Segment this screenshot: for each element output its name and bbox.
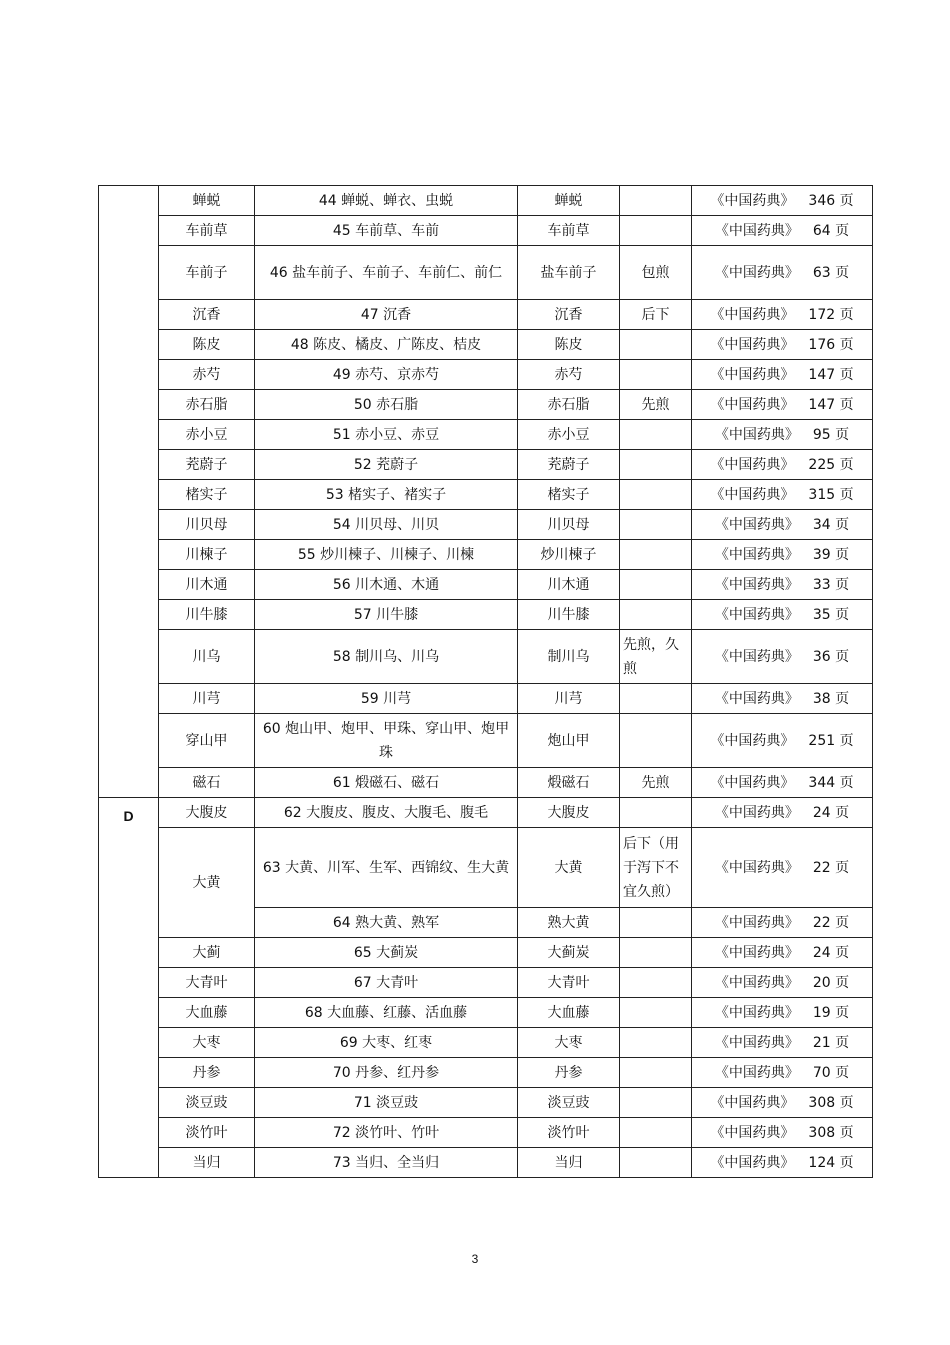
table-row	[99, 390, 873, 420]
reference-source: 《中国药典》	[714, 690, 799, 707]
table-row	[99, 600, 873, 630]
reference-cell	[692, 1088, 873, 1118]
reference-cell	[692, 390, 873, 420]
processed-name-cell: 茺蔚子	[518, 450, 620, 480]
reference-cell	[692, 216, 873, 246]
table-row	[99, 938, 873, 968]
decoction-method-cell	[620, 1118, 692, 1148]
reference-source: 《中国药典》	[714, 222, 799, 239]
processed-name-cell: 蝉蜕	[518, 186, 620, 216]
decoction-method-cell	[620, 1028, 692, 1058]
aliases-cell: 54 川贝母、川贝	[255, 510, 518, 540]
reference-source: 《中国药典》	[710, 1154, 795, 1171]
herb-name-cell: 川木通	[159, 570, 255, 600]
page-number: 3	[471, 1252, 479, 1266]
table-row	[99, 1118, 873, 1148]
table-row	[99, 420, 873, 450]
decoction-method-cell	[620, 330, 692, 360]
reference-source: 《中国药典》	[714, 264, 799, 281]
decoction-method-cell	[620, 216, 692, 246]
decoction-method-cell	[620, 1148, 692, 1178]
table-row	[99, 828, 873, 908]
table-row	[99, 186, 873, 216]
reference-page: 22 页	[812, 859, 850, 876]
herb-name-cell: 川牛膝	[159, 600, 255, 630]
herb-name-cell: 川贝母	[159, 510, 255, 540]
herb-name-cell: 大黄	[159, 828, 255, 938]
herb-name-cell: 川乌	[159, 630, 255, 684]
table-row	[99, 570, 873, 600]
decoction-method-cell	[620, 540, 692, 570]
reference-source: 《中国药典》	[714, 804, 799, 821]
decoction-method-cell	[620, 798, 692, 828]
reference-page: 308 页	[808, 1094, 854, 1111]
processed-name-cell: 大血藤	[518, 998, 620, 1028]
aliases-cell: 51 赤小豆、赤豆	[255, 420, 518, 450]
table-row	[99, 768, 873, 798]
herb-name-cell: 大血藤	[159, 998, 255, 1028]
herb-name-cell: 大枣	[159, 1028, 255, 1058]
processed-name-cell: 沉香	[518, 300, 620, 330]
reference-page: 251 页	[808, 732, 854, 749]
decoction-method-cell	[620, 600, 692, 630]
reference-page: 24 页	[812, 944, 850, 961]
reference-cell	[692, 186, 873, 216]
aliases-cell: 44 蝉蜕、蝉衣、虫蜕	[255, 186, 518, 216]
herb-name-cell: 磁石	[159, 768, 255, 798]
reference-cell	[692, 798, 873, 828]
table-row	[99, 480, 873, 510]
table-row	[99, 998, 873, 1028]
reference-source: 《中国药典》	[714, 914, 799, 931]
herb-table	[98, 185, 873, 1178]
herb-name-cell: 车前子	[159, 246, 255, 300]
reference-cell	[692, 570, 873, 600]
reference-cell	[692, 768, 873, 798]
processed-name-cell: 丹参	[518, 1058, 620, 1088]
processed-name-cell: 熟大黄	[518, 908, 620, 938]
decoction-method-cell	[620, 998, 692, 1028]
processed-name-cell: 当归	[518, 1148, 620, 1178]
aliases-cell: 71 淡豆豉	[255, 1088, 518, 1118]
reference-source: 《中国药典》	[710, 192, 795, 209]
herb-name-cell: 淡豆豉	[159, 1088, 255, 1118]
reference-page: 95 页	[812, 426, 850, 443]
aliases-cell: 60 炮山甲、炮甲、甲珠、穿山甲、炮甲珠	[255, 714, 518, 768]
processed-name-cell: 川木通	[518, 570, 620, 600]
table-row	[99, 714, 873, 768]
decoction-method-cell	[620, 1058, 692, 1088]
processed-name-cell: 盐车前子	[518, 246, 620, 300]
decoction-method-cell	[620, 510, 692, 540]
reference-cell	[692, 1148, 873, 1178]
processed-name-cell: 淡豆豉	[518, 1088, 620, 1118]
reference-page: 24 页	[812, 804, 850, 821]
reference-cell	[692, 330, 873, 360]
reference-page: 172 页	[808, 306, 854, 323]
table-row	[99, 216, 873, 246]
decoction-method-cell	[620, 1088, 692, 1118]
reference-page: 315 页	[808, 486, 854, 503]
reference-source: 《中国药典》	[710, 396, 795, 413]
reference-page: 147 页	[808, 366, 854, 383]
herb-name-cell: 蝉蜕	[159, 186, 255, 216]
decoction-method-cell	[620, 908, 692, 938]
herb-name-cell: 陈皮	[159, 330, 255, 360]
herb-name-cell: 大腹皮	[159, 798, 255, 828]
herb-name-cell: 当归	[159, 1148, 255, 1178]
index-letter-cell: D	[99, 798, 159, 1178]
decoction-method-cell: 后下	[620, 300, 692, 330]
reference-page: 20 页	[812, 974, 850, 991]
reference-page: 63 页	[812, 264, 850, 281]
reference-cell	[692, 630, 873, 684]
table-row	[99, 1088, 873, 1118]
reference-cell	[692, 938, 873, 968]
table-row	[99, 330, 873, 360]
reference-page: 64 页	[812, 222, 850, 239]
herb-name-cell: 丹参	[159, 1058, 255, 1088]
herb-name-cell: 楮实子	[159, 480, 255, 510]
decoction-method-cell	[620, 714, 692, 768]
reference-source: 《中国药典》	[710, 306, 795, 323]
aliases-cell: 59 川芎	[255, 684, 518, 714]
reference-source: 《中国药典》	[714, 576, 799, 593]
reference-page: 21 页	[812, 1034, 850, 1051]
reference-page: 36 页	[812, 648, 850, 665]
reference-source: 《中国药典》	[714, 426, 799, 443]
processed-name-cell: 淡竹叶	[518, 1118, 620, 1148]
herb-name-cell: 大青叶	[159, 968, 255, 998]
table-row	[99, 1148, 873, 1178]
processed-name-cell: 赤石脂	[518, 390, 620, 420]
reference-page: 147 页	[808, 396, 854, 413]
reference-source: 《中国药典》	[714, 974, 799, 991]
aliases-cell: 49 赤芍、京赤芍	[255, 360, 518, 390]
table-row	[99, 630, 873, 684]
herb-name-cell: 川楝子	[159, 540, 255, 570]
aliases-cell: 72 淡竹叶、竹叶	[255, 1118, 518, 1148]
reference-cell	[692, 1118, 873, 1148]
decoction-method-cell	[620, 480, 692, 510]
reference-cell	[692, 908, 873, 938]
reference-source: 《中国药典》	[710, 774, 795, 791]
herb-name-cell: 川芎	[159, 684, 255, 714]
reference-source: 《中国药典》	[714, 648, 799, 665]
table-row	[99, 684, 873, 714]
aliases-cell: 61 煅磁石、磁石	[255, 768, 518, 798]
herb-name-cell: 赤石脂	[159, 390, 255, 420]
processed-name-cell: 大黄	[518, 828, 620, 908]
reference-cell	[692, 420, 873, 450]
aliases-cell: 57 川牛膝	[255, 600, 518, 630]
processed-name-cell: 制川乌	[518, 630, 620, 684]
reference-source: 《中国药典》	[710, 1124, 795, 1141]
herb-name-cell: 赤芍	[159, 360, 255, 390]
aliases-cell: 69 大枣、红枣	[255, 1028, 518, 1058]
reference-cell	[692, 828, 873, 908]
aliases-cell: 52 茺蔚子	[255, 450, 518, 480]
reference-page: 70 页	[812, 1064, 850, 1081]
processed-name-cell: 炒川楝子	[518, 540, 620, 570]
reference-page: 308 页	[808, 1124, 854, 1141]
aliases-cell: 45 车前草、车前	[255, 216, 518, 246]
decoction-method-cell	[620, 968, 692, 998]
table-row	[99, 360, 873, 390]
reference-cell	[692, 360, 873, 390]
reference-source: 《中国药典》	[710, 732, 795, 749]
herb-name-cell: 淡竹叶	[159, 1118, 255, 1148]
reference-page: 35 页	[812, 606, 850, 623]
decoction-method-cell: 先煎	[620, 768, 692, 798]
reference-page: 344 页	[808, 774, 854, 791]
reference-source: 《中国药典》	[714, 546, 799, 563]
reference-source: 《中国药典》	[714, 1004, 799, 1021]
reference-cell	[692, 246, 873, 300]
aliases-cell: 48 陈皮、橘皮、广陈皮、桔皮	[255, 330, 518, 360]
reference-cell	[692, 714, 873, 768]
table-row	[99, 1058, 873, 1088]
aliases-cell: 55 炒川楝子、川楝子、川楝	[255, 540, 518, 570]
reference-source: 《中国药典》	[710, 366, 795, 383]
reference-page: 19 页	[812, 1004, 850, 1021]
herb-name-cell: 车前草	[159, 216, 255, 246]
herb-name-cell: 穿山甲	[159, 714, 255, 768]
reference-page: 38 页	[812, 690, 850, 707]
processed-name-cell: 大腹皮	[518, 798, 620, 828]
reference-source: 《中国药典》	[714, 1034, 799, 1051]
reference-page: 33 页	[812, 576, 850, 593]
decoction-method-cell: 先煎，久煎	[620, 630, 692, 684]
reference-source: 《中国药典》	[714, 859, 799, 876]
reference-cell	[692, 1028, 873, 1058]
processed-name-cell: 陈皮	[518, 330, 620, 360]
processed-name-cell: 大青叶	[518, 968, 620, 998]
reference-cell	[692, 300, 873, 330]
reference-source: 《中国药典》	[714, 1064, 799, 1081]
table-row	[99, 1028, 873, 1058]
reference-cell	[692, 968, 873, 998]
aliases-cell: 63 大黄、川军、生军、西锦纹、生大黄	[255, 828, 518, 908]
herb-name-cell: 沉香	[159, 300, 255, 330]
aliases-cell: 56 川木通、木通	[255, 570, 518, 600]
reference-page: 124 页	[808, 1154, 854, 1171]
reference-source: 《中国药典》	[714, 944, 799, 961]
table-row	[99, 300, 873, 330]
table-row	[99, 450, 873, 480]
decoction-method-cell	[620, 450, 692, 480]
aliases-cell: 50 赤石脂	[255, 390, 518, 420]
processed-name-cell: 大枣	[518, 1028, 620, 1058]
decoction-method-cell	[620, 684, 692, 714]
reference-page: 225 页	[808, 456, 854, 473]
table-row	[99, 798, 873, 828]
processed-name-cell: 赤芍	[518, 360, 620, 390]
decoction-method-cell	[620, 360, 692, 390]
reference-source: 《中国药典》	[710, 1094, 795, 1111]
aliases-cell: 73 当归、全当归	[255, 1148, 518, 1178]
aliases-cell: 62 大腹皮、腹皮、大腹毛、腹毛	[255, 798, 518, 828]
processed-name-cell: 川芎	[518, 684, 620, 714]
herb-name-cell: 大蓟	[159, 938, 255, 968]
herb-name-cell: 赤小豆	[159, 420, 255, 450]
reference-cell	[692, 600, 873, 630]
aliases-cell: 47 沉香	[255, 300, 518, 330]
reference-cell	[692, 684, 873, 714]
aliases-cell: 67 大青叶	[255, 968, 518, 998]
reference-source: 《中国药典》	[714, 606, 799, 623]
processed-name-cell: 车前草	[518, 216, 620, 246]
decoction-method-cell: 后下（用于泻下不宜久煎）	[620, 828, 692, 908]
reference-source: 《中国药典》	[710, 486, 795, 503]
reference-cell	[692, 998, 873, 1028]
table-row	[99, 246, 873, 300]
aliases-cell: 53 楮实子、褚实子	[255, 480, 518, 510]
reference-page: 22 页	[812, 914, 850, 931]
processed-name-cell: 煅磁石	[518, 768, 620, 798]
processed-name-cell: 楮实子	[518, 480, 620, 510]
reference-cell	[692, 510, 873, 540]
decoction-method-cell	[620, 186, 692, 216]
herb-name-cell: 茺蔚子	[159, 450, 255, 480]
aliases-cell: 46 盐车前子、车前子、车前仁、前仁	[255, 246, 518, 300]
processed-name-cell: 大蓟炭	[518, 938, 620, 968]
reference-page: 346 页	[808, 192, 854, 209]
reference-cell	[692, 1058, 873, 1088]
reference-page: 34 页	[812, 516, 850, 533]
reference-cell	[692, 450, 873, 480]
index-letter-cell	[99, 186, 159, 798]
reference-source: 《中国药典》	[710, 456, 795, 473]
herb-table-body	[99, 186, 873, 1178]
processed-name-cell: 川贝母	[518, 510, 620, 540]
table-row	[99, 510, 873, 540]
aliases-cell: 64 熟大黄、熟军	[255, 908, 518, 938]
decoction-method-cell	[620, 420, 692, 450]
decoction-method-cell: 包煎	[620, 246, 692, 300]
decoction-method-cell	[620, 938, 692, 968]
aliases-cell: 70 丹参、红丹参	[255, 1058, 518, 1088]
processed-name-cell: 赤小豆	[518, 420, 620, 450]
decoction-method-cell	[620, 570, 692, 600]
reference-cell	[692, 540, 873, 570]
aliases-cell: 68 大血藤、红藤、活血藤	[255, 998, 518, 1028]
reference-page: 39 页	[812, 546, 850, 563]
reference-source: 《中国药典》	[714, 516, 799, 533]
processed-name-cell: 川牛膝	[518, 600, 620, 630]
table-row	[99, 540, 873, 570]
processed-name-cell: 炮山甲	[518, 714, 620, 768]
reference-source: 《中国药典》	[710, 336, 795, 353]
reference-cell	[692, 480, 873, 510]
aliases-cell: 58 制川乌、川乌	[255, 630, 518, 684]
reference-page: 176 页	[808, 336, 854, 353]
aliases-cell: 65 大蓟炭	[255, 938, 518, 968]
decoction-method-cell: 先煎	[620, 390, 692, 420]
table-row	[99, 968, 873, 998]
